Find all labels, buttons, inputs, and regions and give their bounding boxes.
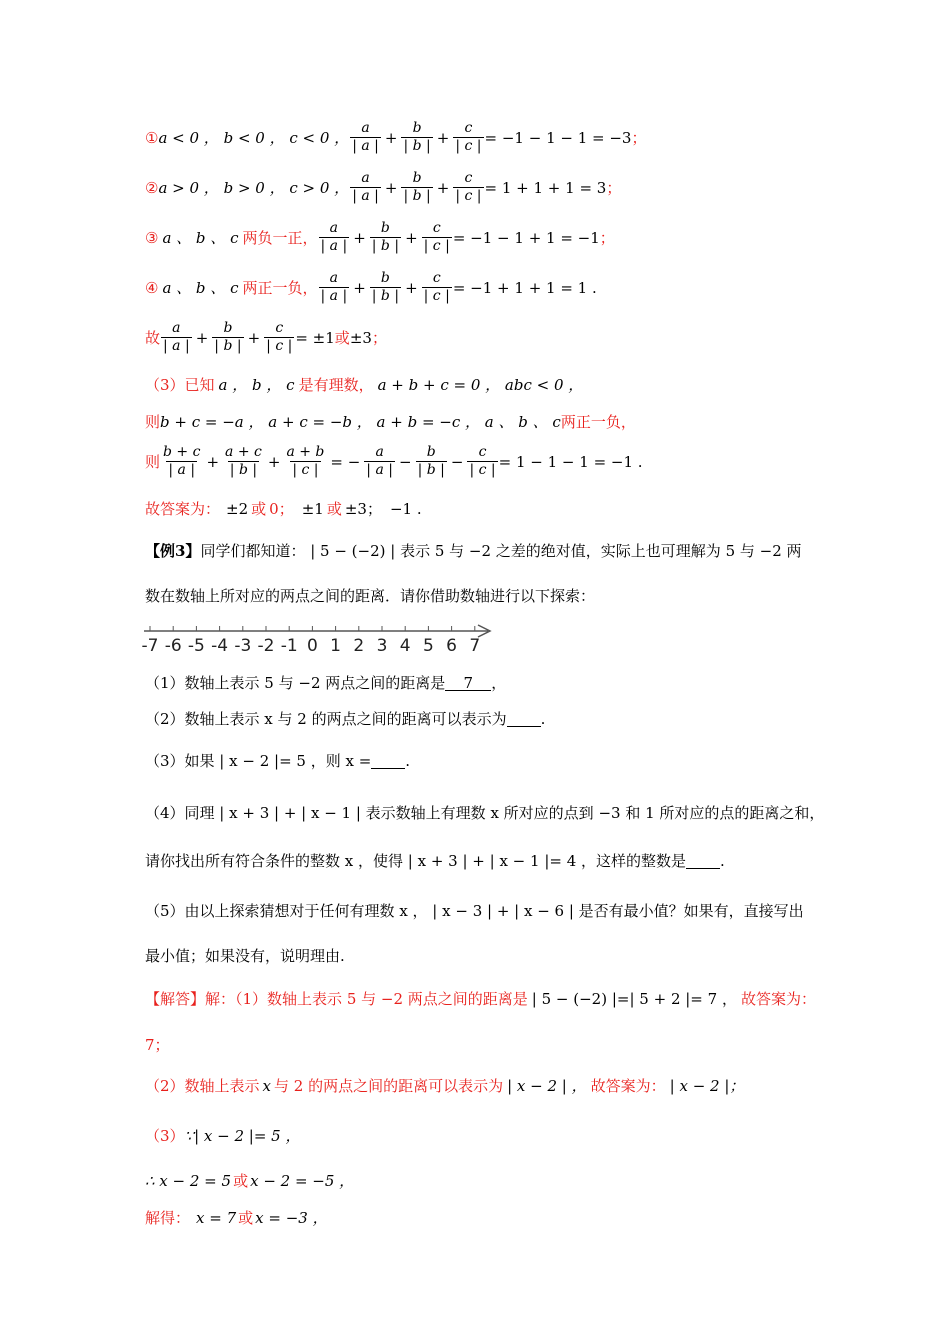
tick-label: -7: [142, 636, 159, 654]
question-4-line1: （4）同理 | x + 3 | + | x − 1 | 表示数轴上有理数 x 所对应的点到 −3 和 1 所对应的点的距离之和，: [145, 804, 825, 822]
question-5-line1: （5）由以上探索猜想对于任何有理数 x ， | x − 3 | + | x − 6 | 是否有最小值？如果有，直接写出: [145, 902, 804, 920]
case-1-result: = −1 − 1 − 1 = −3: [484, 128, 632, 147]
part3-given: （3）已知 a ， b ， c 是有理数， a + b + c = 0 ， abc < 0 ，: [145, 376, 584, 394]
conclusion-line: 故 $\frac{a}{| a |}$ + $\frac{b}{| b |}$ + $\frac{c}{| c |}$ = ±1 或 ±3 ；: [145, 320, 387, 354]
solution-line5: 解得： x = 7 或 x = −3 ，: [145, 1208, 328, 1227]
fraction-a: $\frac{a}{| a |}$: [352, 120, 379, 154]
fraction-c: $\frac{c}{| c |}$: [423, 270, 450, 304]
answer-blank-4: [686, 852, 720, 869]
solution-line4: ∴ x − 2 = 5 或 x − 2 = −5 ，: [145, 1171, 355, 1190]
solution-tag: 【解答】: [145, 990, 206, 1008]
case-1-label: ①: [145, 128, 159, 147]
question-1: （1）数轴上表示 5 与 −2 两点之间的距离是 7 ，: [145, 674, 507, 692]
tick-label: 5: [422, 636, 434, 654]
fraction-b: $\frac{b}{| b |}$: [371, 220, 400, 254]
fraction-b: $\frac{b}{| b |}$: [371, 270, 400, 304]
part3-then: 则 b + c = −a ， a + c = −b ， a + b = −c ， a 、 b 、 c 两正一负，: [145, 413, 636, 431]
tick-label: 0: [306, 636, 318, 654]
tick-label: 2: [353, 636, 365, 654]
fraction-a: $\frac{a}{| a |}$: [163, 320, 190, 354]
case-1: ① a < 0 ， b < 0 ， c < 0 ， $\frac{a}{| a |}$ + $\frac{b}{| b |}$ + $\frac{c}{| c |}$ = −1 − 1 − 1 = −3 ；: [145, 120, 647, 154]
solution-line1: 【解答】 解：（1）数轴上表示 5 与 −2 两点之间的距离是 | 5 − (−2) |=| 5 + 2 |= 7 ， 故答案为：: [145, 990, 816, 1008]
tick-label: -3: [234, 636, 252, 654]
case-3: ③ a 、 b 、 c 两负一正， $\frac{a}{| a |}$ + $\frac{b}{| b |}$ + $\frac{c}{| c |}$ = −1 − 1 + 1 = −1 ；: [145, 220, 615, 254]
question-2: （2）数轴上表示 x 与 2 的两点之间的距离可以表示为 .: [145, 709, 546, 728]
case-2-result: = 1 + 1 + 1 = 3: [484, 178, 607, 197]
example3-line2: 数在数轴上所对应的两点之间的距离．请你借助数轴进行以下探索：: [145, 587, 596, 605]
tick-label: 7: [469, 636, 481, 654]
fraction-a: $\frac{a}{| a |}$: [320, 270, 348, 304]
case-4-label: ④: [145, 278, 159, 297]
question-4-line2: 请你找出所有符合条件的整数 x ，使得 | x + 3 | + | x − 1 |= 4 ，这样的整数是 .: [145, 851, 725, 870]
answer-blank-1: 7: [445, 674, 491, 691]
fraction-b: $\frac{b}{| b |}$: [403, 170, 431, 204]
example-tag: 【例3】: [145, 542, 201, 560]
tick-label: 6: [446, 636, 458, 654]
fraction-b: $\frac{b}{| b |}$: [403, 120, 431, 154]
tick-label: -2: [257, 636, 275, 654]
answer-blank-3: [371, 752, 405, 769]
case-4-result: = −1 + 1 + 1 = 1 .: [452, 278, 597, 297]
fraction-c: $\frac{c}{| c |}$: [455, 170, 482, 204]
number-line-svg: [142, 622, 502, 654]
case-3-label: ③: [145, 228, 159, 247]
case-1-condition: a < 0 ， b < 0 ， c < 0 ，: [158, 129, 350, 147]
tick-label: -6: [164, 636, 182, 654]
tick-label: -4: [211, 636, 229, 654]
case-2-label: ②: [145, 178, 159, 197]
tick-label: 4: [399, 636, 411, 654]
fraction-c: $\frac{c}{| c |}$: [455, 120, 482, 154]
tick-label: -1: [280, 636, 298, 654]
answer-blank-2: [507, 710, 541, 727]
case-2: ② a > 0 ， b > 0 ， c > 0 ， $\frac{a}{| a |}$ + $\frac{b}{| b |}$ + $\frac{c}{| c |}$ = 1 + 1 + 1 = 3 ；: [145, 170, 622, 204]
case-3-result: = −1 − 1 + 1 = −1: [452, 228, 600, 247]
solution-line2: （2）数轴上表示 x 与 2 的两点之间的距离可以表示为 | x − 2 | ， 故答案为： | x − 2 |；: [145, 1076, 745, 1095]
case-4: ④ a 、 b 、 c 两正一负， $\frac{a}{| a |}$ + $\frac{b}{| b |}$ + $\frac{c}{| c |}$ = −1 + 1 + 1 = 1 .: [145, 270, 597, 304]
case-2-condition: a > 0 ， b > 0 ， c > 0 ，: [158, 179, 350, 197]
answer-line: 故答案为： ±2 或 0； ±1 或 ±3； −1 .: [145, 499, 422, 518]
tick-label: -5: [187, 636, 205, 654]
fraction-c: $\frac{c}{| c |}$: [266, 320, 293, 354]
example3-line1: 【例3】 同学们都知道： | 5 − (−2) | 表示 5 与 −2 之差的绝对值，实际上也可理解为 5 与 −2 两: [145, 542, 802, 560]
fraction-b: $\frac{b}{| b |}$: [214, 320, 242, 354]
fraction-c: $\frac{c}{| c |}$: [423, 220, 450, 254]
tick-label: 3: [376, 636, 388, 654]
solution-line3: （3） ∵| x − 2 |= 5 ，: [145, 1127, 301, 1145]
tick-label: 1: [330, 636, 342, 654]
fraction-a: $\frac{a}{| a |}$: [320, 220, 348, 254]
question-3: （3）如果 | x − 2 |= 5 ，则 x = .: [145, 751, 411, 770]
fraction-a: $\frac{a}{| a |}$: [352, 170, 379, 204]
part3-result: 则 $\frac{b + c}{| a |}$ + $\frac{a + c}{| b |}$ + $\frac{a + b}{| c |}$ = − $\frac{a}{| a |}$ − $\frac{b}{| b |}$ − $\frac{c}{| c |}$ = 1 − 1 − 1 = −1 .: [145, 444, 643, 478]
question-5-line2: 最小值；如果没有，说明理由.: [145, 947, 345, 965]
solution-line1-cont: 7；: [145, 1036, 170, 1054]
number-line: [142, 622, 502, 658]
